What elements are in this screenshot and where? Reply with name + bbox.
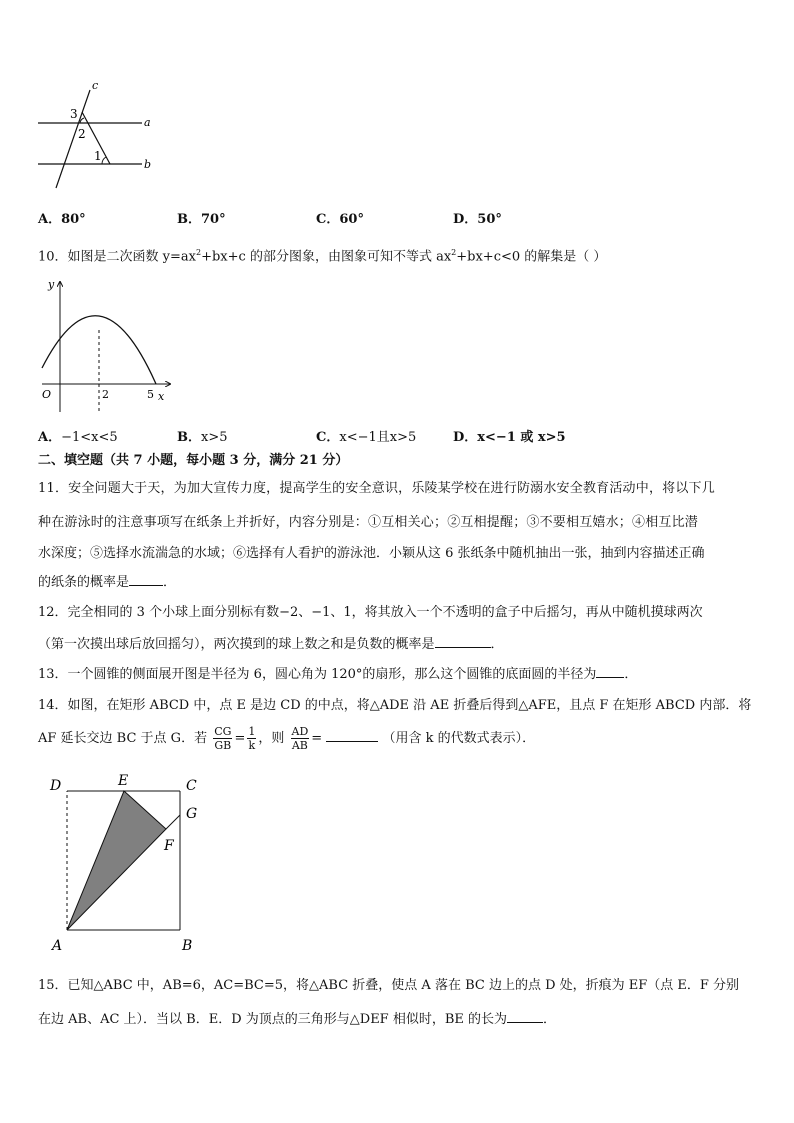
label-1: 1	[94, 149, 102, 163]
q15-line-1: 15．已知△ABC 中，AB=6，AC=BC=5，将△ABC 折叠，使点 A 落在 BC 边上的点 D 处，折痕为 EF（点 E．F 分别	[38, 978, 740, 993]
label-e: E	[118, 773, 129, 789]
label-origin: O	[42, 388, 52, 401]
q12-line-1: 12．完全相同的 3 个小球上面分别标有数−2、−1、1，将其放入一个不透明的盒子中后摇匀，再从中随机摸球两次	[38, 605, 703, 620]
label-x: x	[158, 390, 165, 403]
segment-fg	[166, 815, 180, 829]
q10-option-d: D．x<−1 或 x>5	[453, 430, 566, 445]
parallel-lines-figure	[30, 78, 160, 196]
angle-1-arc	[102, 157, 106, 164]
label-a: a	[144, 116, 151, 129]
q10-option-c: C．x<−1且x>5	[316, 430, 417, 445]
answer-blank	[507, 1010, 543, 1023]
q10-stem: 10．如图是二次函数 $y=ax^2+bx+c$ 的部分图象，由图象可知不等式 $ax^2+bx+c<0$ 的解集是（ ）	[38, 248, 607, 265]
q11-line-4: 的纸条的概率是 ．	[38, 575, 177, 590]
answer-blank	[326, 729, 378, 742]
q14-line-2: AF 延长交边 BC 于点 G．若 $\frac{CG}{GB}$ = $\frac{1}{k}$ ，则 $\frac{AD}{AB}$ = （用含 k 的代数式表示）．	[38, 725, 536, 752]
q9-option-b: B．70°	[177, 212, 226, 227]
label-2: 2	[78, 127, 86, 141]
parabola-graph	[36, 276, 176, 416]
answer-blank	[435, 635, 491, 648]
label-y: y	[48, 278, 55, 291]
q9-option-d: D．50°	[453, 212, 502, 227]
label-3: 3	[70, 107, 78, 121]
rectangle-fold-figure	[46, 772, 216, 958]
q14-line-1: 14．如图，在矩形 ABCD 中，点 E 是边 CD 的中点，将△ADE 沿 AE 折叠后得到△AFE，且点 F 在矩形 ABCD 内部．将	[38, 698, 752, 713]
answer-blank	[596, 665, 624, 678]
section-heading: 二、填空题（共 7 小题，每小题 3 分，满分 21 分）	[38, 453, 349, 468]
q13-line: 13．一个圆锥的侧面展开图是半径为 6，圆心角为 120°的扇形，那么这个圆锥的底面圆的半径为 ．	[38, 667, 638, 682]
label-c: C	[186, 778, 197, 794]
label-b: b	[144, 158, 152, 171]
fraction-1-k: $\frac{1}{k}$	[248, 725, 256, 752]
q15-line-2: 在边 AB、AC 上）．当以 B．E．D 为顶点的三角形与△DEF 相似时，BE 的长为 ．	[38, 1012, 557, 1027]
tick-2: 2	[102, 388, 109, 401]
label-b: B	[182, 938, 193, 954]
q11-line-1: 11．安全问题大于天，为加大宣传力度，提高学生的安全意识，乐陵某学校在进行防溺水安全教育活动中，将以下几	[38, 481, 715, 496]
label-f: F	[164, 838, 174, 854]
label-d: D	[50, 778, 62, 794]
q10-option-a: A．−1<x<5	[38, 430, 118, 445]
q11-line-2: 种在游泳时的注意事项写在纸条上并折好，内容分别是：①互相关心；②互相提醒；③不要相互嬉水；④相互比潜	[38, 515, 699, 530]
folded-triangle-afe	[67, 791, 166, 930]
q10-option-b: B．x>5	[177, 430, 228, 445]
tick-5: 5	[147, 388, 154, 401]
q12-line-2: （第一次摸出球后放回摇匀），两次摸到的球上数之和是负数的概率是 ．	[38, 637, 504, 652]
fraction-ad-ab: $\frac{AD}{AB}$	[291, 725, 309, 752]
label-c: c	[92, 79, 99, 92]
q9-option-a: A．80°	[38, 212, 86, 227]
q11-line-3: 水深度；⑤选择水流湍急的水域；⑥选择有人看护的游泳池．小颖从这 6 张纸条中随机抽出一张，抽到内容描述正确	[38, 546, 705, 561]
label-g: G	[186, 806, 198, 822]
fraction-cg-gb: $\frac{CG}{GB}$	[214, 725, 232, 752]
label-a: A	[52, 938, 63, 954]
answer-blank	[129, 573, 163, 586]
q9-option-c: C．60°	[316, 212, 364, 227]
